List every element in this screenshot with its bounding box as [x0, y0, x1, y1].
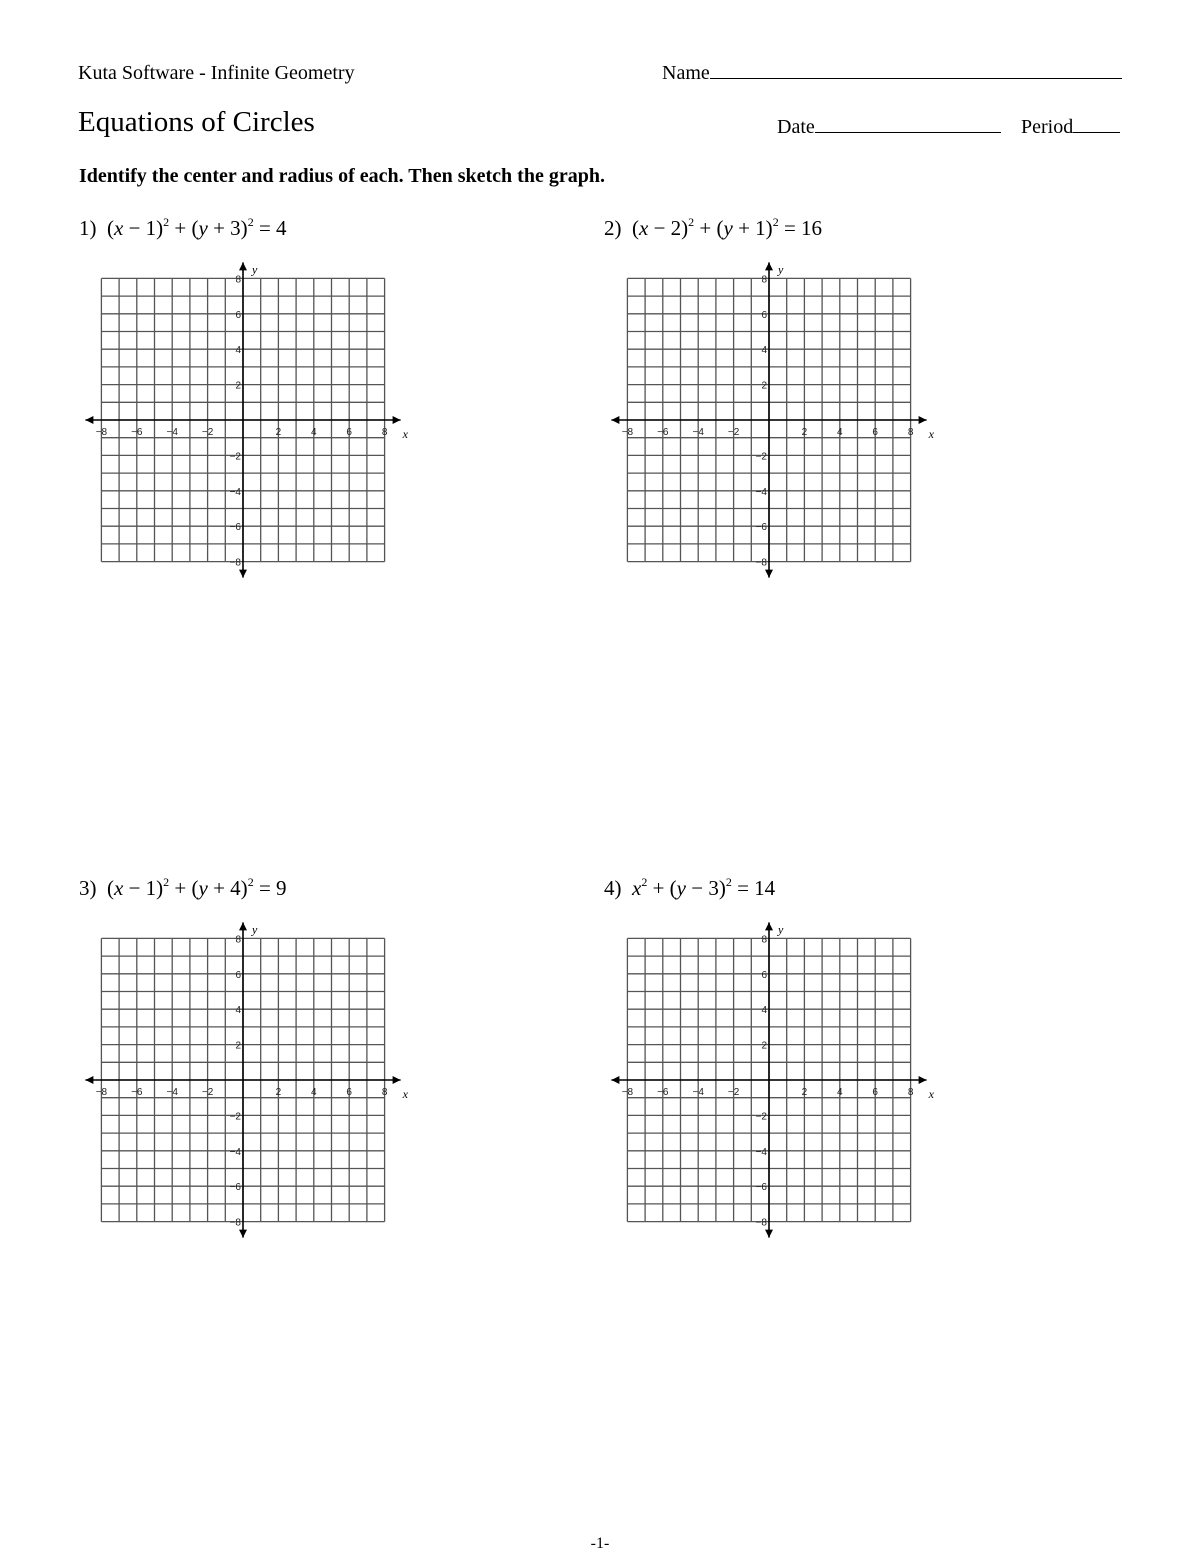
arrow-right-icon — [919, 1076, 927, 1084]
date-field[interactable] — [777, 116, 1001, 139]
x-tick-label: 2 — [275, 427, 282, 438]
y-tick-label: 2 — [761, 380, 767, 392]
arrow-up-icon — [239, 262, 247, 270]
arrow-left-icon — [85, 1076, 93, 1084]
y-tick-label: −4 — [229, 1146, 241, 1158]
y-tick-label: −6 — [229, 522, 241, 534]
y-axis-label: y — [252, 262, 258, 277]
period-field[interactable] — [1021, 116, 1120, 139]
name-field[interactable] — [662, 62, 1122, 85]
arrow-left-icon — [611, 1076, 619, 1084]
x-tick-label: 4 — [311, 1087, 317, 1098]
y-tick-label: 4 — [235, 1005, 241, 1017]
y-tick-label: 8 — [761, 274, 767, 286]
y-tick-label: −6 — [755, 522, 767, 534]
x-tick-label: −2 — [727, 427, 740, 438]
x-tick-label: −4 — [692, 427, 704, 438]
problem-equation: $(x - 1)^2 + (y + 4)^2 = 9$ — [107, 875, 287, 900]
y-tick-label: −2 — [229, 1111, 241, 1123]
x-tick-label: 2 — [801, 427, 808, 438]
arrow-up-icon — [765, 262, 773, 270]
problem-2 — [604, 216, 822, 241]
x-tick-label: 6 — [346, 1087, 352, 1098]
x-tick-label: −2 — [727, 1087, 740, 1098]
x-tick-label: −8 — [621, 427, 634, 438]
page-title: Equations of Circles — [78, 106, 315, 138]
problem-1 — [79, 216, 287, 241]
y-tick-label: 4 — [761, 345, 767, 357]
problem-3 — [79, 876, 287, 901]
y-tick-label: −6 — [755, 1182, 767, 1194]
publisher-label: Kuta Software - Infinite Geometry — [78, 62, 355, 84]
y-tick-label: −6 — [229, 1182, 241, 1194]
y-axis-label: y — [778, 922, 784, 937]
x-tick-label: −4 — [166, 427, 178, 438]
arrow-up-icon — [765, 922, 773, 930]
problem-equation: $x^2 + (y - 3)^2 = 14$ — [632, 875, 776, 900]
y-tick-label: −2 — [755, 451, 767, 463]
instructions: Identify the center and radius of each. Then sketch the graph. — [79, 165, 605, 187]
x-tick-label: 6 — [872, 427, 878, 438]
x-tick-label: 8 — [907, 1087, 914, 1098]
x-tick-label: 8 — [381, 1087, 388, 1098]
x-tick-label: −8 — [95, 1087, 108, 1098]
period-label: Period — [1021, 116, 1074, 138]
y-axis-label: y — [252, 922, 258, 937]
arrow-left-icon — [611, 416, 619, 424]
problem-number: 1) — [79, 216, 97, 240]
x-tick-label: −2 — [201, 1087, 214, 1098]
x-tick-label: −6 — [131, 1087, 143, 1098]
x-tick-label: 2 — [801, 1087, 808, 1098]
problem-equation: $(x - 2)^2 + (y + 1)^2 = 16$ — [632, 215, 823, 240]
y-tick-label: 8 — [235, 274, 241, 286]
x-tick-label: 8 — [907, 427, 914, 438]
y-tick-label: −8 — [755, 1217, 767, 1229]
y-tick-label: −4 — [755, 486, 767, 498]
y-tick-label: 8 — [761, 934, 767, 946]
y-tick-label: 4 — [761, 1005, 767, 1017]
y-tick-label: 6 — [235, 309, 241, 321]
x-tick-label: −8 — [95, 427, 108, 438]
x-tick-label: 6 — [872, 1087, 878, 1098]
arrow-down-icon — [239, 1230, 247, 1238]
x-tick-label: −6 — [131, 427, 143, 438]
y-tick-label: −4 — [755, 1146, 767, 1158]
y-tick-label: −4 — [229, 486, 241, 498]
x-tick-label: −6 — [657, 1087, 669, 1098]
problem-equation: $(x - 1)^2 + (y + 3)^2 = 4$ — [107, 215, 287, 240]
y-tick-label: −2 — [755, 1111, 767, 1123]
date-blank[interactable] — [815, 116, 1001, 133]
x-tick-label: 8 — [381, 427, 388, 438]
x-tick-label: −6 — [657, 427, 669, 438]
arrow-down-icon — [765, 570, 773, 578]
date-label: Date — [777, 116, 815, 138]
arrow-right-icon — [919, 416, 927, 424]
y-tick-label: 8 — [235, 934, 241, 946]
x-tick-label: −4 — [166, 1087, 178, 1098]
x-axis-label: x — [402, 427, 408, 441]
x-axis-label: x — [402, 1087, 408, 1101]
y-tick-label: 6 — [761, 969, 767, 981]
arrow-down-icon — [239, 570, 247, 578]
period-blank[interactable] — [1073, 116, 1120, 133]
x-tick-label: −8 — [621, 1087, 634, 1098]
x-tick-label: −4 — [692, 1087, 704, 1098]
y-tick-label: −2 — [229, 451, 241, 463]
page-number: -1- — [590, 1535, 610, 1552]
x-tick-label: 4 — [837, 1087, 843, 1098]
arrow-right-icon — [393, 1076, 401, 1084]
x-tick-label: 4 — [311, 427, 317, 438]
x-axis-label: x — [928, 427, 934, 441]
arrow-down-icon — [765, 1230, 773, 1238]
x-tick-label: 2 — [275, 1087, 282, 1098]
name-label: Name — [662, 62, 710, 84]
y-tick-label: −8 — [229, 557, 241, 569]
y-tick-label: 2 — [761, 1040, 767, 1052]
x-axis-label: x — [928, 1087, 934, 1101]
problem-number: 2) — [604, 216, 622, 240]
y-tick-label: 6 — [235, 969, 241, 981]
problem-number: 3) — [79, 876, 97, 900]
y-tick-label: 2 — [235, 380, 241, 392]
y-tick-label: 2 — [235, 1040, 241, 1052]
y-tick-label: −8 — [229, 1217, 241, 1229]
arrow-right-icon — [393, 416, 401, 424]
x-tick-label: −2 — [201, 427, 214, 438]
x-tick-label: 6 — [346, 427, 352, 438]
problem-4 — [604, 876, 775, 901]
y-axis-label: y — [778, 262, 784, 277]
y-tick-label: −8 — [755, 557, 767, 569]
arrow-up-icon — [239, 922, 247, 930]
problem-number: 4) — [604, 876, 622, 900]
y-tick-label: 4 — [235, 345, 241, 357]
y-tick-label: 6 — [761, 309, 767, 321]
x-tick-label: 4 — [837, 427, 843, 438]
arrow-left-icon — [85, 416, 93, 424]
name-blank[interactable] — [710, 62, 1122, 79]
